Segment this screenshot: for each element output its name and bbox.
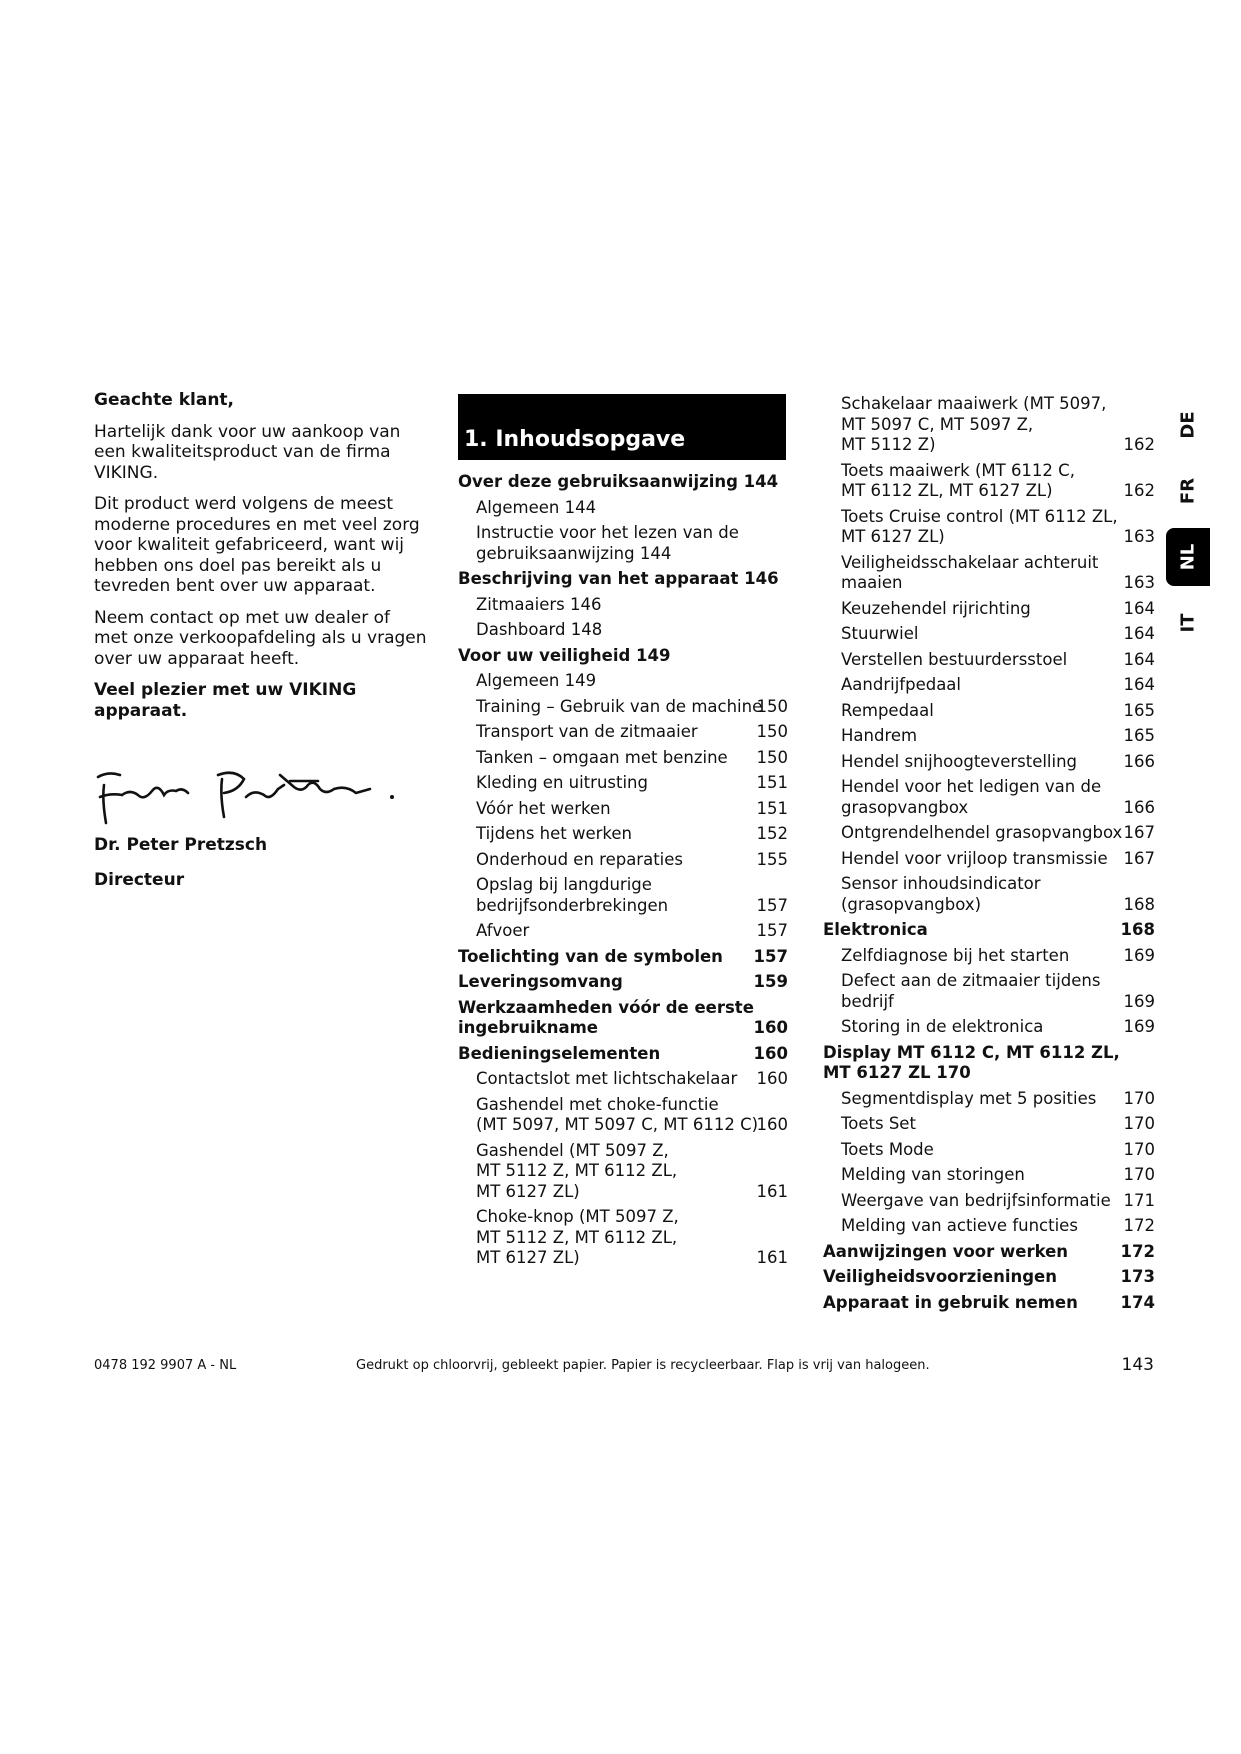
- toc-entry-title: Aanwijzingen voor werken: [823, 1241, 1069, 1261]
- toc-entry: [458, 498, 788, 519]
- toc-entry-title: Verstellen bestuurdersstoel: [841, 649, 1068, 669]
- toc-entry-title: Algemeen 149: [476, 671, 597, 690]
- toc-entry-title: Display MT 6112 C, MT 6112 ZL, MT 6127 ZL 170: [823, 1042, 1120, 1082]
- toc-entry: [823, 849, 1155, 870]
- toc-entry-title: Gashendel (MT 5097 Z, MT 5112 Z, MT 6112 ZL, MT 6127 ZL): [476, 1140, 678, 1201]
- toc-entry-title: Toets Mode: [841, 1139, 934, 1159]
- toc-entry: [823, 675, 1155, 696]
- toc-entry: [823, 1017, 1155, 1038]
- toc-entry-title: Ontgrendelhendel grasopvangbox: [841, 823, 1123, 842]
- toc-entry-page: 160: [753, 1043, 788, 1063]
- toc-entry-title: Over deze gebruiksaanwijzing 144: [458, 472, 779, 491]
- toc-entry: [458, 1069, 788, 1090]
- toc-entry-page: 165: [1123, 700, 1155, 720]
- toc-entry-page: 167: [1123, 823, 1155, 842]
- toc-entry: [823, 599, 1155, 620]
- toc-entry-title: Algemeen 144: [476, 497, 597, 517]
- toc-entry-title: Segmentdisplay met 5 posities: [841, 1088, 1097, 1108]
- toc-entry: [823, 1165, 1155, 1186]
- toc-entry-page: 172: [1120, 1241, 1155, 1261]
- toc-entry-page: 150: [756, 696, 788, 716]
- toc-entry-page: 157: [753, 946, 788, 966]
- toc-entry-title: Leveringsomvang: [458, 972, 623, 991]
- toc-entry: [458, 947, 788, 968]
- toc-entry-page: 173: [1120, 1267, 1155, 1286]
- toc-entry: [823, 553, 1155, 594]
- toc-entry: [823, 650, 1155, 671]
- toc-entry: [458, 1207, 788, 1269]
- closing-line: Veel plezier met uw VIKING apparaat.: [94, 680, 357, 721]
- language-tab-de[interactable]: [1166, 392, 1210, 458]
- print-note: Gedrukt op chloorvrij, gebleekt papier. Papier is recycleerbaar. Flap is vrij van halogeen.: [356, 1358, 930, 1373]
- toc-entry: [458, 1095, 788, 1136]
- toc-entry: [458, 773, 788, 794]
- toc-entry: [823, 1293, 1155, 1314]
- toc-entry: [823, 1191, 1155, 1212]
- toc-entry: [823, 1216, 1155, 1237]
- greeting: Geachte klant,: [94, 390, 235, 410]
- toc-entry: [458, 1141, 788, 1203]
- toc-entry: [823, 874, 1155, 915]
- letter-paragraph-3: Neem contact op met uw dealer of met onze verkoopafdeling als u vragen over uw apparaat heeft.: [94, 607, 427, 669]
- toc-entry-page: 170: [1123, 1165, 1155, 1184]
- signer-title: Directeur: [94, 869, 185, 890]
- toc-entry-title: Beschrijving van het apparaat 146: [458, 569, 779, 588]
- toc-entry: [823, 624, 1155, 645]
- toc-entry-page: 168: [1123, 894, 1155, 914]
- toc-entry: [823, 1089, 1155, 1110]
- toc-entry: [458, 1044, 788, 1065]
- toc-entry-title: Transport van de zitmaaier: [476, 722, 698, 741]
- toc-entry-title: Afvoer: [476, 921, 530, 940]
- section-title: 1. Inhoudsopgave: [464, 427, 686, 452]
- toc-entry: [823, 823, 1155, 844]
- section-title-block: [458, 394, 786, 460]
- language-tab-label: FR: [1177, 477, 1199, 505]
- toc-entry-title: Voor uw veiligheid 149: [458, 645, 671, 665]
- toc-entry-title: Training – Gebruik van de machine: [476, 696, 763, 716]
- toc-entry-title: Onderhoud en reparaties: [476, 849, 683, 869]
- toc-entry: [458, 921, 788, 942]
- toc-entry-page: 157: [756, 921, 788, 940]
- toc-entry-page: 171: [1123, 1190, 1155, 1210]
- toc-entry-title: Zelfdiagnose bij het starten: [841, 945, 1070, 965]
- toc-column-1: [458, 472, 788, 1274]
- signature-image: [94, 745, 424, 825]
- toc-entry-title: Hendel voor het ledigen van de grasopvangbox: [841, 777, 1102, 817]
- toc-entry-page: 164: [1123, 598, 1155, 618]
- toc-entry-title: Werkzaamheden vóór de eerste ingebruikname: [458, 997, 754, 1037]
- toc-entry: [458, 998, 788, 1039]
- toc-entry-title: Rempedaal: [841, 700, 934, 720]
- toc-entry: [458, 722, 788, 743]
- toc-entry: [823, 1043, 1155, 1084]
- toc-entry-title: Hendel snijhoogteverstelling: [841, 751, 1078, 771]
- toc-entry: [823, 946, 1155, 967]
- toc-entry-title: Opslag bij langdurige bedrijfsonderbrekingen: [476, 875, 669, 915]
- toc-entry: [458, 824, 788, 845]
- toc-entry: [458, 972, 788, 993]
- toc-entry-title: Tijdens het werken: [476, 824, 632, 843]
- toc-entry-page: 162: [1123, 435, 1155, 454]
- toc-entry-title: Handrem: [841, 726, 918, 745]
- letter-paragraph-2: Dit product werd volgens de meest moderne procedures en met veel zorg voor kwaliteit gefabriceerd, want wij hebben ons doel pas bereikt als u tevreden bent over uw apparaat.: [94, 494, 420, 596]
- toc-entry: [458, 850, 788, 871]
- toc-entry-page: 157: [756, 895, 788, 915]
- toc-entry: [823, 777, 1155, 818]
- toc-entry: [458, 799, 788, 820]
- toc-entry-page: 166: [1123, 751, 1155, 771]
- toc-entry-title: Tanken – omgaan met benzine: [476, 747, 728, 767]
- toc-entry-page: 152: [756, 824, 788, 843]
- toc-entry-title: Choke-knop (MT 5097 Z, MT 5112 Z, MT 6112 ZL, MT 6127 ZL): [476, 1207, 679, 1267]
- toc-entry: [823, 461, 1155, 502]
- toc-entry: [458, 671, 788, 692]
- toc-entry-page: 161: [756, 1181, 788, 1201]
- toc-entry-page: 155: [756, 849, 788, 869]
- toc-entry-page: 150: [756, 722, 788, 741]
- toc-entry: [823, 701, 1155, 722]
- toc-entry-page: 169: [1123, 1017, 1155, 1036]
- language-tabs: [1166, 392, 1210, 656]
- letter-column: [94, 390, 429, 890]
- document-number: 0478 192 9907 A - NL: [94, 1358, 237, 1373]
- toc-entry: [458, 748, 788, 769]
- toc-entry-title: Toelichting van de symbolen: [458, 946, 723, 966]
- toc-entry-page: 170: [1123, 1114, 1155, 1133]
- toc-entry-title: Dashboard 148: [476, 620, 603, 639]
- toc-entry-page: 160: [753, 1018, 788, 1037]
- toc-entry: [823, 1114, 1155, 1135]
- toc-entry: [458, 646, 788, 667]
- language-tab-fr[interactable]: [1166, 458, 1210, 524]
- toc-entry-title: Toets Set: [841, 1114, 916, 1133]
- signer-name: Dr. Peter Pretzsch: [94, 835, 268, 855]
- toc-entry-title: Instructie voor het lezen van de gebruiksaanwijzing 144: [476, 523, 739, 563]
- toc-entry-title: Storing in de elektronica: [841, 1017, 1044, 1036]
- toc-entry-page: 163: [1123, 527, 1155, 546]
- toc-entry-page: 170: [1123, 1088, 1155, 1108]
- toc-entry-page: 151: [756, 773, 788, 792]
- toc-entry-title: Defect aan de zitmaaier tijdens bedrijf: [841, 971, 1101, 1011]
- toc-entry-page: 174: [1120, 1292, 1155, 1312]
- toc-entry-title: Vóór het werken: [476, 798, 611, 818]
- toc-entry-page: 159: [753, 972, 788, 991]
- toc-entry: [458, 697, 788, 718]
- toc-entry-page: 168: [1120, 920, 1155, 939]
- page-number: 143: [1121, 1355, 1154, 1375]
- toc-entry-title: Zitmaaiers 146: [476, 594, 602, 614]
- toc-entry-title: Veiligheidsschakelaar achteruit maaien: [841, 552, 1099, 592]
- toc-entry-page: 166: [1123, 797, 1155, 817]
- toc-entry: [823, 1267, 1155, 1288]
- language-tab-it[interactable]: [1166, 590, 1210, 656]
- toc-entry-page: 160: [756, 1069, 788, 1088]
- toc-entry-title: Apparaat in gebruik nemen: [823, 1292, 1078, 1312]
- toc-entry-title: Veiligheidsvoorzieningen: [823, 1267, 1057, 1286]
- toc-column-2: [823, 394, 1155, 1318]
- toc-entry-title: Melding van actieve functies: [841, 1216, 1078, 1235]
- toc-entry: [458, 620, 788, 641]
- toc-entry-title: Toets maaiwerk (MT 6112 C, MT 6112 ZL, MT 6127 ZL): [841, 460, 1075, 500]
- toc-entry-page: 151: [756, 798, 788, 818]
- toc-entry-title: Elektronica: [823, 920, 928, 939]
- toc-entry: [823, 726, 1155, 747]
- language-tab-label: DE: [1177, 411, 1199, 439]
- toc-entry-page: 160: [756, 1115, 788, 1134]
- toc-entry-title: Toets Cruise control (MT 6112 ZL, MT 6127 ZL): [841, 506, 1118, 546]
- toc-entry: [458, 569, 788, 590]
- toc-entry-title: Schakelaar maaiwerk (MT 5097, MT 5097 C, MT 5097 Z, MT 5112 Z): [841, 394, 1107, 454]
- language-tab-label: IT: [1177, 613, 1199, 633]
- toc-entry-page: 169: [1123, 991, 1155, 1011]
- toc-entry: [823, 1242, 1155, 1263]
- toc-entry-page: 165: [1123, 726, 1155, 745]
- toc-entry-title: Gashendel met choke-functie (MT 5097, MT 5097 C, MT 6112 C): [476, 1094, 759, 1134]
- toc-entry: [823, 971, 1155, 1012]
- toc-entry-title: Sensor inhoudsindicator (grasopvangbox): [841, 874, 1041, 914]
- toc-entry-title: Keuzehendel rijrichting: [841, 598, 1031, 618]
- toc-entry: [823, 752, 1155, 773]
- toc-entry-page: 164: [1123, 675, 1155, 694]
- toc-entry: [458, 472, 788, 493]
- toc-entry-page: 169: [1123, 945, 1155, 965]
- toc-entry: [823, 507, 1155, 548]
- toc-entry-page: 167: [1123, 848, 1155, 868]
- toc-entry: [458, 595, 788, 616]
- toc-entry: [823, 394, 1155, 456]
- toc-entry-title: Aandrijfpedaal: [841, 675, 961, 694]
- toc-entry-page: 161: [756, 1248, 788, 1267]
- toc-entry-page: 162: [1123, 481, 1155, 500]
- toc-entry-title: Kleding en uitrusting: [476, 773, 648, 792]
- toc-entry-title: Stuurwiel: [841, 624, 919, 643]
- toc-entry: [458, 523, 788, 564]
- toc-entry-title: Bedieningselementen: [458, 1043, 661, 1063]
- toc-entry-page: 170: [1123, 1139, 1155, 1159]
- language-tab-label: NL: [1177, 543, 1199, 571]
- toc-entry-title: Melding van storingen: [841, 1165, 1025, 1184]
- letter-paragraph-1: Hartelijk dank voor uw aankoop van een kwaliteitsproduct van de firma VIKING.: [94, 421, 401, 483]
- toc-entry-page: 163: [1123, 573, 1155, 592]
- toc-entry: [458, 875, 788, 916]
- language-tab-nl[interactable]: [1166, 528, 1210, 586]
- toc-entry-page: 150: [756, 747, 788, 767]
- toc-entry-title: Contactslot met lichtschakelaar: [476, 1069, 738, 1088]
- toc-entry-page: 164: [1123, 649, 1155, 669]
- toc-entry-title: Hendel voor vrijloop transmissie: [841, 848, 1108, 868]
- toc-entry-title: Weergave van bedrijfsinformatie: [841, 1190, 1111, 1210]
- toc-entry-page: 164: [1123, 624, 1155, 643]
- toc-entry-page: 172: [1123, 1216, 1155, 1235]
- toc-entry: [823, 1140, 1155, 1161]
- toc-entry: [823, 920, 1155, 941]
